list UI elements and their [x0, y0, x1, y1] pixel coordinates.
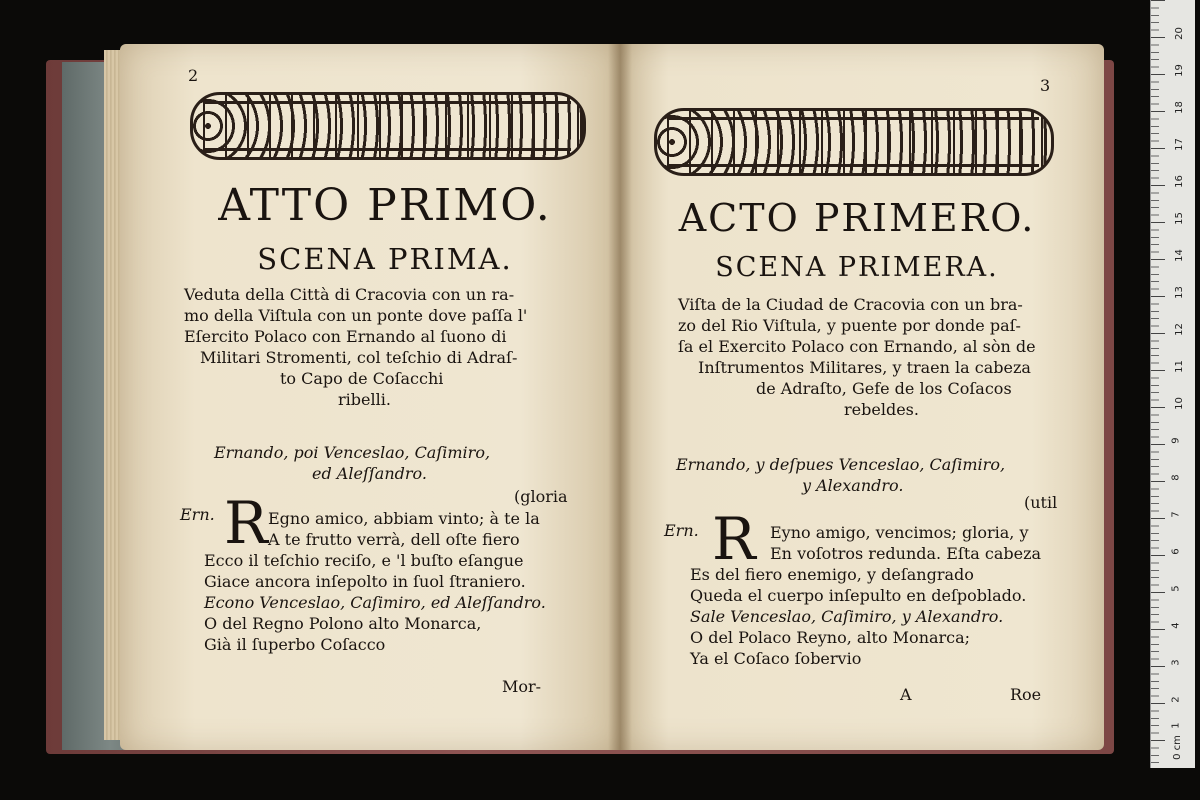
right-headpiece-ornament [654, 108, 1054, 176]
right-page-number: 3 [1040, 76, 1051, 95]
characters-line: y Alexandro. [802, 476, 904, 495]
verse-line: Ecco il teſchio reciſo, e 'l buſto eſangue [204, 551, 524, 570]
verse-line: Eyno amigo, vencimos; gloria, y [770, 523, 1029, 542]
setting-line: rebeldes. [844, 400, 919, 419]
ruler-number: 16 [1173, 175, 1185, 188]
stage-direction: Econo Venceslao, Caſimiro, ed Aleſſandro. [204, 593, 546, 612]
ruler-number: 1 [1170, 722, 1182, 729]
left-characters [214, 442, 574, 484]
left-setting-description [184, 284, 584, 410]
book-gutter [608, 44, 632, 750]
ruler-number: 5 [1170, 585, 1182, 592]
left-drop-cap: R [224, 489, 268, 557]
characters-line: ed Aleſſandro. [312, 464, 427, 483]
ruler-number: 17 [1173, 138, 1185, 151]
stage-direction: Sale Venceslao, Caſimiro, y Alexandro. [690, 607, 1004, 626]
setting-line: mo della Viſtula con un ponte dove paſſa l' [184, 306, 528, 325]
setting-line: ribelli. [338, 390, 391, 409]
ruler-major-ticks [1151, 0, 1165, 768]
left-page-number: 2 [188, 66, 199, 85]
ruler-number: 9 [1170, 437, 1182, 444]
verse-line: A te frutto verrà, dell oſte fiero [268, 530, 520, 549]
ruler-number: 12 [1173, 323, 1185, 336]
ruler-number: 14 [1173, 249, 1185, 262]
verse-line: Es del fiero enemigo, y deſangrado [690, 565, 974, 584]
ruler-number: 13 [1173, 286, 1185, 299]
setting-line: Viſta de la Ciudad de Cracovia con un bra- [678, 295, 1023, 314]
right-drop-cap: R [712, 505, 756, 573]
left-page [120, 44, 620, 750]
left-speaker: Ern. [180, 505, 215, 524]
setting-line: to Capo de Coſacchi [280, 369, 444, 388]
setting-line: zo del Rio Viſtula, y puente por donde paſ- [678, 316, 1021, 335]
left-verse [182, 508, 602, 655]
setting-line: Inſtrumentos Militares, y traen la cabeza [698, 358, 1031, 377]
setting-line: Veduta della Città di Cracovia con un ra- [184, 285, 515, 304]
ruler-number: 19 [1173, 64, 1185, 77]
verse-line: O del Polaco Reyno, alto Monarca; [690, 628, 971, 647]
left-catchword: Mor- [502, 677, 542, 696]
verse-line: O del Regno Polono alto Monarca, [204, 614, 482, 633]
verse-line: Egno amico, abbiam vinto; à te la [268, 509, 540, 528]
verse-line: Queda el cuerpo inſepulto en deſpoblado. [690, 586, 1027, 605]
left-carryover-word: (gloria [514, 487, 568, 506]
measurement-ruler [1150, 0, 1195, 768]
setting-line: de Adraſto, Gefe de los Coſacos [756, 379, 1012, 398]
ruler-number: 18 [1173, 101, 1185, 114]
verse-line: En voſotros redunda. Eſta cabeza [770, 544, 1042, 563]
right-characters [676, 454, 1076, 496]
right-act-title: ACTO PRIMERO. [678, 196, 1036, 240]
right-setting-description [678, 294, 1088, 420]
right-catchword: Roe [1010, 685, 1042, 704]
right-signature-mark: A [900, 685, 912, 704]
right-speaker: Ern. [664, 521, 699, 540]
characters-line: Ernando, y deſpues Venceslao, Caſimiro, [676, 455, 1006, 474]
ruler-number: 10 [1173, 397, 1185, 410]
setting-line: Eſercito Polaco con Ernando al ſuono di [184, 327, 507, 346]
right-page [620, 44, 1104, 750]
characters-line: Ernando, poi Venceslao, Caſimiro, [214, 443, 491, 462]
ruler-number: 7 [1170, 511, 1182, 518]
ruler-number: 4 [1170, 622, 1182, 629]
left-headpiece-ornament [190, 92, 586, 160]
setting-line: ſa el Exercito Polaco con Ernando, al sòn de [678, 337, 1036, 356]
verse-line: Già il ſuperbo Coſacco [204, 635, 386, 654]
verse-line: Giace ancora inſepolto in ſuol ſtraniero. [204, 572, 526, 591]
ruler-number: 15 [1173, 212, 1185, 225]
left-scene-title: SCENA PRIMA. [257, 242, 513, 276]
ruler-number: 20 [1173, 27, 1185, 40]
ruler-number: 8 [1170, 474, 1182, 481]
right-carryover-word: (util [1024, 493, 1058, 512]
ruler-number: 0 cm [1171, 735, 1183, 760]
ruler-number: 3 [1170, 659, 1182, 666]
verse-line: Ya el Coſaco ſobervio [690, 649, 862, 668]
right-verse [666, 522, 1086, 669]
left-act-title: ATTO PRIMO. [218, 180, 552, 231]
ruler-number: 11 [1173, 360, 1185, 373]
right-scene-title: SCENA PRIMERA. [715, 252, 999, 283]
ruler-number: 2 [1170, 696, 1182, 703]
setting-line: Militari Stromenti, col teſchio di Adraſ- [200, 348, 518, 367]
ruler-number: 6 [1170, 548, 1182, 555]
